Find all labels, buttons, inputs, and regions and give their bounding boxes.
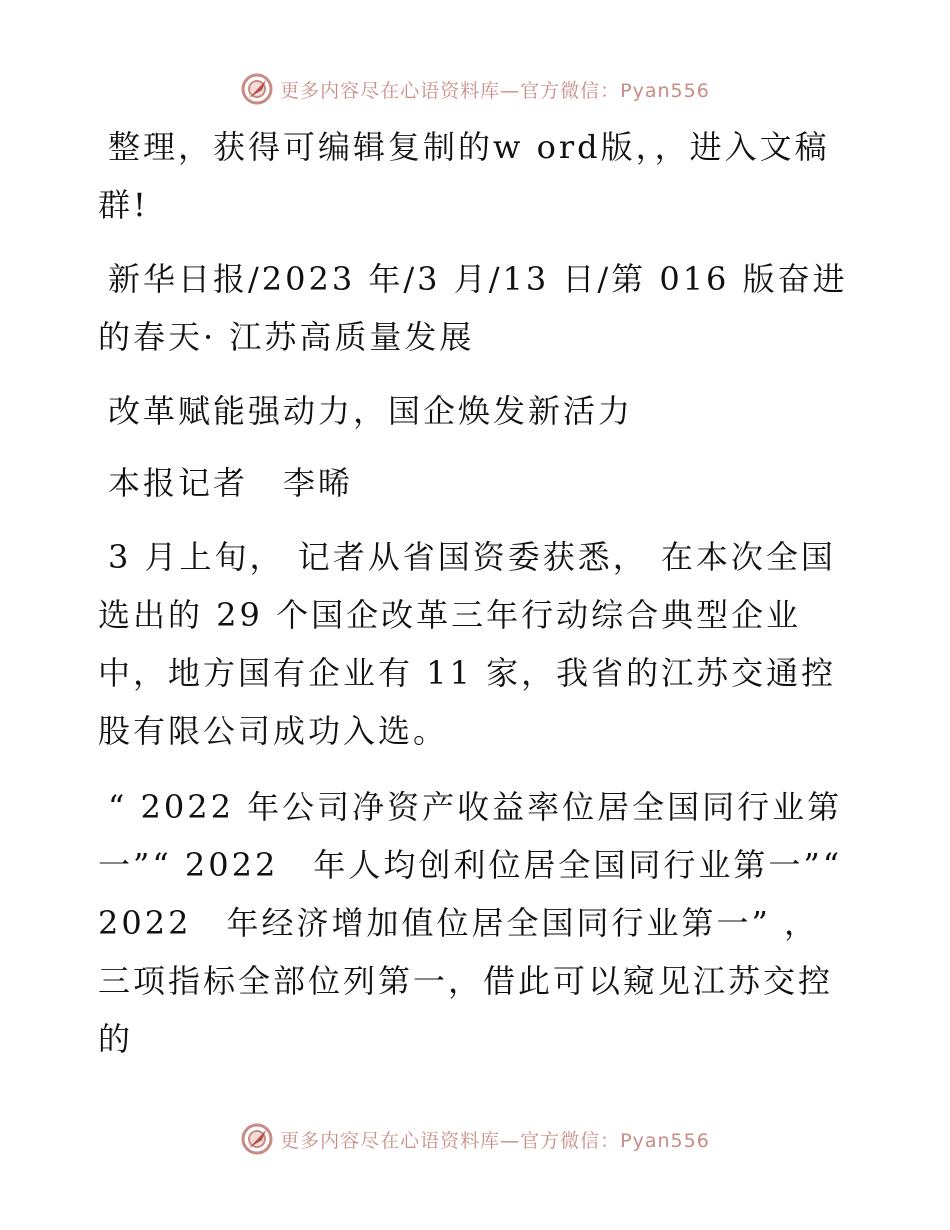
quill-logo-icon (240, 1122, 274, 1156)
body-paragraph-2: “ 2022 年公司净资产收益率位居全国同行业第一”“ 2022 年人均创利位居全国同行业第一”“ 2022 年经济增加值位居全国同行业第一” ，三项指标全部位列第一，借此可以窥见江苏交控的 (98, 788, 843, 1058)
quill-logo-icon (240, 72, 274, 106)
body-paragraph-1: 3 月上旬， 记者从省国资委获悉， 在本次全国选出的 29 个国企改革三年行动综合典型企业中，地方国有企业有 11 家，我省的江苏交通控股有限公司成功入选。 (98, 538, 837, 750)
footer-watermark (0, 1122, 950, 1156)
byline: 本报记者 李晞 (108, 464, 354, 502)
watermark-text: 更多内容尽在心语资料库—官方微信：Pyan556 (280, 79, 710, 102)
header-watermark (0, 72, 950, 106)
source-line: 新华日报/2023 年/3 月/13 日/第 016 版奋进的春天· 江苏高质量发展 (98, 260, 848, 356)
document-body (98, 118, 850, 1084)
watermark-text: 更多内容尽在心语资料库—官方微信：Pyan556 (280, 1129, 710, 1152)
article-title: 改革赋能强动力，国企焕发新活力 (108, 392, 634, 430)
intro-paragraph: 整理，获得可编辑复制的w ord版，，进入文稿群! (98, 128, 830, 224)
